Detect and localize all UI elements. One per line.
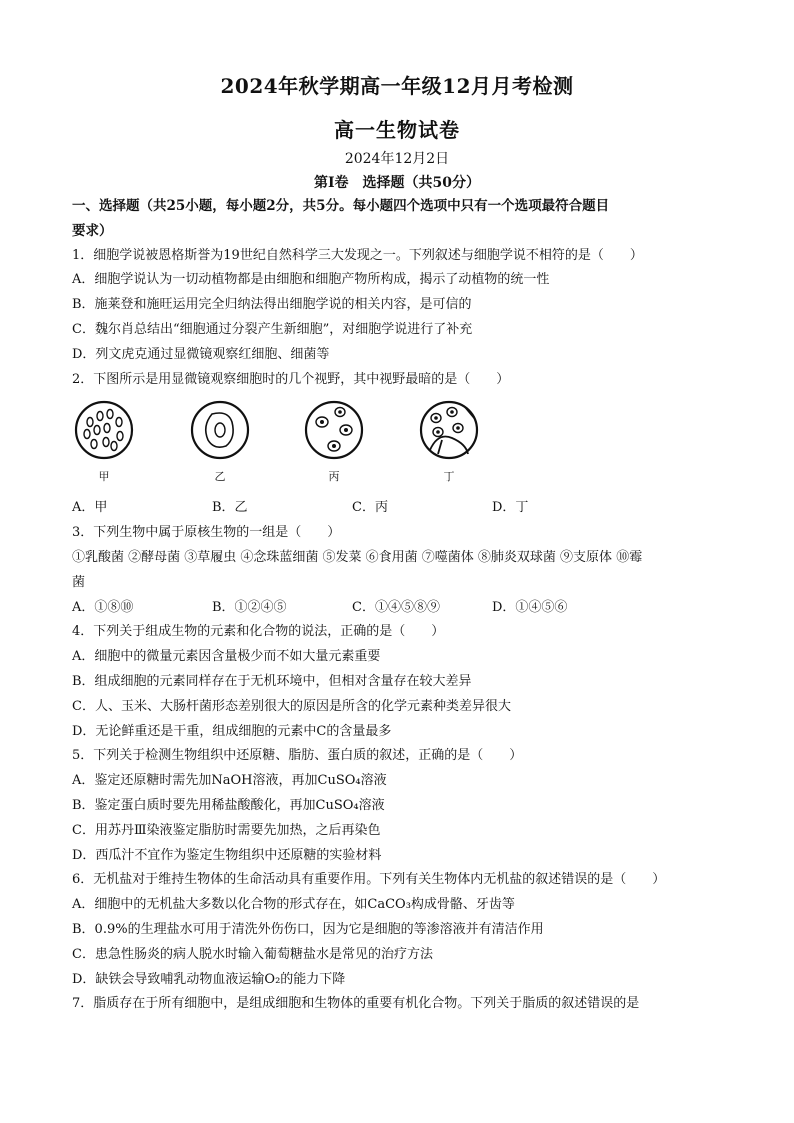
q2-option-c: C．丙 <box>352 500 388 516</box>
fig-label-yi: 乙 <box>214 470 226 484</box>
q3-option-a: A．①⑧⑩ <box>72 599 134 615</box>
q5-option-b: B．鉴定蛋白质时要先用稀盐酸酸化，再加CuSO₄溶液 <box>72 797 385 813</box>
q1-stem: 1．细胞学说被恩格斯誉为19世纪自然科学三大发现之一。下列叙述与细胞学说不相符的是（ ） <box>72 247 643 263</box>
microscope-figure <box>72 392 724 496</box>
q1-option-d: D．列文虎克通过显微镜观察红细胞、细菌等 <box>72 346 330 362</box>
exam-title: 2024年秋学期高一年级12月月考检测 <box>220 74 574 98</box>
q3-option-d: D．①④⑤⑥ <box>492 599 568 615</box>
q2-option-d: D．丁 <box>492 500 529 516</box>
question-content <box>72 194 724 1017</box>
section-heading: 一、选择题（共25小题，每小题2分，共5分。每小题四个选项中只有一个选项最符合题目 <box>72 198 610 214</box>
q1-option-b: B．施莱登和施旺运用完全归纳法得出细胞学说的相关内容，是可信的 <box>72 297 472 313</box>
view-jia <box>76 402 132 458</box>
q7-stem: 7．脂质存在于所有细胞中，是组成细胞和生物体的重要有机化合物。下列关于脂质的叙述错误的是 <box>72 996 640 1012</box>
q3-list: ①乳酸菌 ②酵母菌 ③草履虫 ④念珠蓝细菌 ⑤发菜 ⑥食用菌 ⑦噬菌体 ⑧肺炎双球菌 ⑨支原体 ⑩霉 <box>72 549 643 565</box>
q6-stem: 6．无机盐对于维持生物体的生命活动具有重要作用。下列有关生物体内无机盐的叙述错误的是（ ） <box>72 872 666 888</box>
q5-stem: 5．下列关于检测生物组织中还原糖、脂肪、蛋白质的叙述，正确的是（ ） <box>72 748 523 764</box>
q2-option-a: A．甲 <box>72 500 108 516</box>
q5-option-a: A．鉴定还原糖时需先加NaOH溶液，再加CuSO₄溶液 <box>72 773 387 789</box>
q2-stem: 2．下图所示是用显微镜观察细胞时的几个视野，其中视野最暗的是（ ） <box>72 371 510 387</box>
part-heading: 第Ⅰ卷 选择题（共50分） <box>313 175 481 191</box>
q4-option-b: B．组成细胞的元素同样存在于无机环境中，但相对含量存在较大差异 <box>72 673 472 689</box>
q1-option-c: C．魏尔肖总结出“细胞通过分裂产生新细胞”，对细胞学说进行了补充 <box>72 321 473 337</box>
q6-option-d: D．缺铁会导致哺乳动物血液运输O₂的能力下降 <box>72 971 346 987</box>
q4-option-c: C．人、玉米、大肠杆菌形态差别很大的原因是所含的化学元素种类差异很大 <box>72 698 511 714</box>
fig-label-ding: 丁 <box>443 470 455 484</box>
view-ding <box>421 402 477 458</box>
microscope-views-svg <box>72 392 724 496</box>
exam-date: 2024年12月2日 <box>344 151 450 167</box>
q4-option-a: A．细胞中的微量元素因含量极少而不如大量元素重要 <box>72 649 381 665</box>
q5-option-d: D．西瓜汁不宜作为鉴定生物组织中还原糖的实验材料 <box>72 847 382 863</box>
q3-stem: 3．下列生物中属于原核生物的一组是（ ） <box>72 525 341 541</box>
exam-subtitle: 高一生物试卷 <box>334 118 460 142</box>
q6-option-c: C．患急性肠炎的病人脱水时输入葡萄糖盐水是常见的治疗方法 <box>72 946 433 962</box>
q1-option-a: A．细胞学说认为一切动植物都是由细胞和细胞产物所构成，揭示了动植物的统一性 <box>72 272 550 288</box>
section-heading-cont: 要求） <box>72 222 113 239</box>
q2-option-b: B．乙 <box>212 500 248 516</box>
q5-option-c: C．用苏丹Ⅲ染液鉴定脂肪时需要先加热，之后再染色 <box>72 822 381 838</box>
fig-label-jia: 甲 <box>98 470 110 484</box>
q3-option-b: B．①②④⑤ <box>212 599 287 615</box>
q2-options <box>72 496 724 521</box>
q3-option-c: C．①④⑤⑧⑨ <box>352 599 440 615</box>
q6-option-b: B．0.9%的生理盐水可用于清洗外伤伤口，因为它是细胞的等渗溶液并有清洁作用 <box>72 921 544 937</box>
fig-label-bing: 丙 <box>328 470 340 484</box>
q6-option-a: A．细胞中的无机盐大多数以化合物的形式存在，如CaCO₃构成骨骼、牙齿等 <box>72 897 515 913</box>
q4-option-d: D．无论鲜重还是干重，组成细胞的元素中C的含量最多 <box>72 723 392 739</box>
view-yi <box>192 402 248 458</box>
q3-options <box>72 596 724 621</box>
q4-stem: 4．下列关于组成生物的元素和化合物的说法，正确的是（ ） <box>72 624 445 640</box>
q3-list-cont: 菌 <box>72 574 86 590</box>
view-bing <box>306 402 362 458</box>
